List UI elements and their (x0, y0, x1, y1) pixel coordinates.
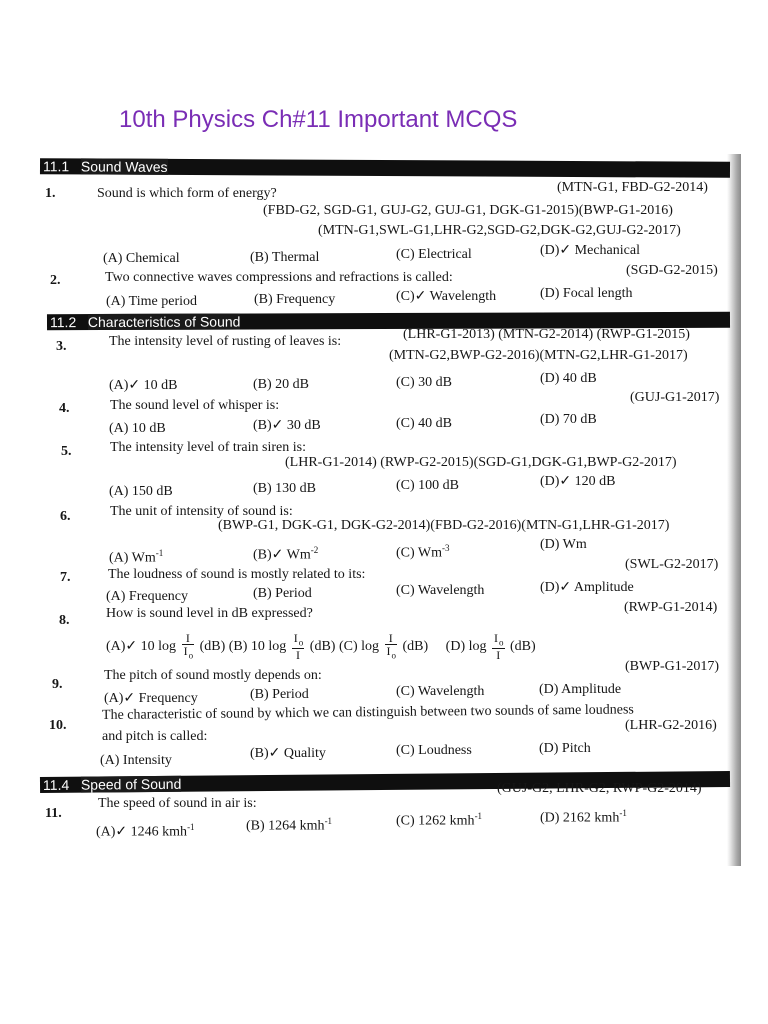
option-c: (C) $Wm^{-3}$ (396, 543, 450, 561)
option-d: (D) Wm (540, 537, 587, 552)
fraction: $\frac{I_o}{I}$ (293, 631, 304, 663)
question-number: 9. (52, 677, 63, 692)
fraction: $\frac{I_o}{I}$ (494, 631, 504, 663)
option-d: (D)✓ 120 dB (540, 474, 616, 489)
question-ref: (RWP-G1-2014) (624, 600, 718, 615)
option-d: (D) 70 dB (540, 412, 597, 427)
question-ref: (LHR-G1-2014) (RWP-G2-2015)(SGD-G1,DGK-G1,BWP-G2-2017) (285, 455, 677, 470)
section-name: Sound Waves (80, 158, 168, 175)
option-b: (B) 1264 kmh$^{-1}$ (246, 816, 333, 834)
question-number: 6. (60, 509, 71, 524)
option-d: (D)✓ Mechanical (540, 243, 640, 258)
question-ref: (LHR-G1-2013) (MTN-G2-2014) (RWP-G1-2015) (403, 327, 690, 342)
option-a: (A) Chemical (103, 251, 180, 266)
option-d: (D) Focal length (540, 286, 633, 301)
fraction: $\frac{I}{I_o}$ (183, 631, 194, 661)
question-text: The loudness of sound is mostly related to its: (108, 567, 366, 582)
question-number: 1. (45, 186, 56, 201)
option-b: (B) Period (253, 586, 312, 601)
question-text: The intensity level of train siren is: (110, 440, 306, 455)
unit: (dB) (402, 638, 429, 654)
option-d: (D) log (445, 638, 487, 654)
option-a: (A)✓ 1246 kmh$^{-1}$ (96, 822, 195, 840)
question-ref: (BWP-G1-2017) (625, 659, 720, 674)
option-a: (A)✓ 10 dB (109, 378, 178, 393)
option-c: (C) Wavelength (396, 684, 485, 699)
question-number: 2. (50, 273, 61, 288)
question-text: How is sound level in dB expressed? (106, 606, 313, 621)
question-number: 8. (59, 613, 70, 628)
question-ref: (MTN-G1, FBD-G2-2014) (557, 180, 708, 195)
unit: (dB) (510, 638, 536, 654)
option-b: (B) Frequency (254, 292, 336, 307)
option-c: (C) 100 dB (396, 478, 459, 493)
option-b: (B) 20 dB (253, 377, 309, 392)
question-number: 11. (45, 806, 62, 821)
question-text: The sound level of whisper is: (110, 398, 280, 413)
question-text: The intensity level of rusting of leaves is: (109, 334, 342, 349)
option-b: (B)✓ $Wm^{-2}$ (253, 545, 319, 563)
question-ref: (SGD-G2-2015) (626, 263, 718, 278)
section-name: Speed of Sound (80, 775, 182, 793)
option-a: (A) 10 dB (109, 421, 166, 436)
option-c: (C)✓ Wavelength (396, 289, 497, 304)
question-text: The characteristic of sound by which we can distinguish between two sounds of same loudness (101, 702, 634, 723)
question-text: Two connective waves compressions and refractions is called: (105, 270, 453, 285)
option-a: (A)✓ 10 log (106, 638, 177, 654)
section-name: Characteristics of Sound (87, 313, 241, 331)
option-c: (C) Loudness (396, 743, 472, 758)
option-b: (B) Thermal (250, 250, 320, 265)
option-c: (C) 40 dB (396, 416, 452, 431)
option-d: (D) 2162 kmh$^{-1}$ (540, 808, 627, 826)
question-ref: (MTN-G2,BWP-G2-2016)(MTN-G2,LHR-G1-2017) (389, 348, 688, 363)
question-ref: (GUJ-G2, LHR-G2, RWP-G2-2014) (497, 781, 702, 796)
option-c: (C) 30 dB (396, 375, 452, 390)
section-header-sound-waves (40, 158, 730, 178)
question-text: The speed of sound in air is: (98, 796, 257, 811)
option-d: (D) Amplitude (539, 682, 622, 697)
question-text: The pitch of sound mostly depends on: (104, 668, 322, 683)
option-a: (A) Frequency (106, 589, 189, 604)
question-text: The unit of intensity of sound is: (110, 504, 293, 519)
question-ref: (LHR-G2-2016) (625, 718, 717, 733)
question-number: 3. (56, 339, 67, 354)
option-b: (B)✓ Quality (250, 746, 326, 761)
question-ref: (BWP-G1, DGK-G1, DGK-G2-2014)(FBD-G2-2016)(MTN-G1,LHR-G1-2017) (218, 518, 670, 533)
option-a: (A) Intensity (100, 753, 172, 768)
option-c: (C) 1262 kmh$^{-1}$ (396, 811, 483, 829)
option-b: (dB) (B) 10 log (199, 638, 287, 654)
question-number: 5. (61, 444, 72, 459)
page-title: 10th Physics Ch#11 Important MCQS (119, 106, 518, 133)
section-number: 11.4 (42, 776, 70, 793)
option-a: (A) $Wm^{-1}$ (109, 548, 164, 566)
option-b: (B)✓ 30 dB (253, 418, 321, 433)
question-number: 4. (59, 401, 70, 416)
option-d: (D)✓ Amplitude (540, 580, 634, 595)
option-d: (D) 40 dB (540, 371, 597, 386)
question-ref: (GUJ-G1-2017) (630, 390, 720, 405)
option-b: (B) 130 dB (253, 481, 316, 496)
question-number: 10. (49, 718, 67, 733)
option-a: (A) 150 dB (109, 484, 173, 499)
question-ref: (MTN-G1,SWL-G1,LHR-G2,SGD-G2,DGK-G2,GUJ-G2-2017) (318, 223, 681, 238)
section-number: 11.1 (42, 158, 70, 175)
question-ref: (SWL-G2-2017) (625, 557, 719, 572)
fraction: $\frac{I}{I_o}$ (386, 631, 396, 661)
option-d: (D) Pitch (539, 741, 591, 756)
section-number: 11.2 (49, 314, 77, 331)
question-text: Sound is which form of energy? (97, 186, 277, 201)
option-row-q8 (106, 632, 536, 661)
scan-page-edge (727, 154, 741, 866)
option-c: (C) Wavelength (396, 583, 485, 598)
question-ref: (FBD-G2, SGD-G1, GUJ-G2, GUJ-G1, DGK-G1-2015)(BWP-G1-2016) (263, 203, 673, 218)
option-c: (dB) (C) log (309, 638, 379, 654)
option-a: (A) Time period (106, 294, 197, 309)
option-a: (A)✓ Frequency (104, 691, 198, 706)
question-number: 7. (60, 570, 71, 585)
option-c: (C) Electrical (396, 247, 472, 262)
question-text-cont: and pitch is called: (102, 729, 208, 744)
option-b: (B) Period (250, 687, 309, 702)
